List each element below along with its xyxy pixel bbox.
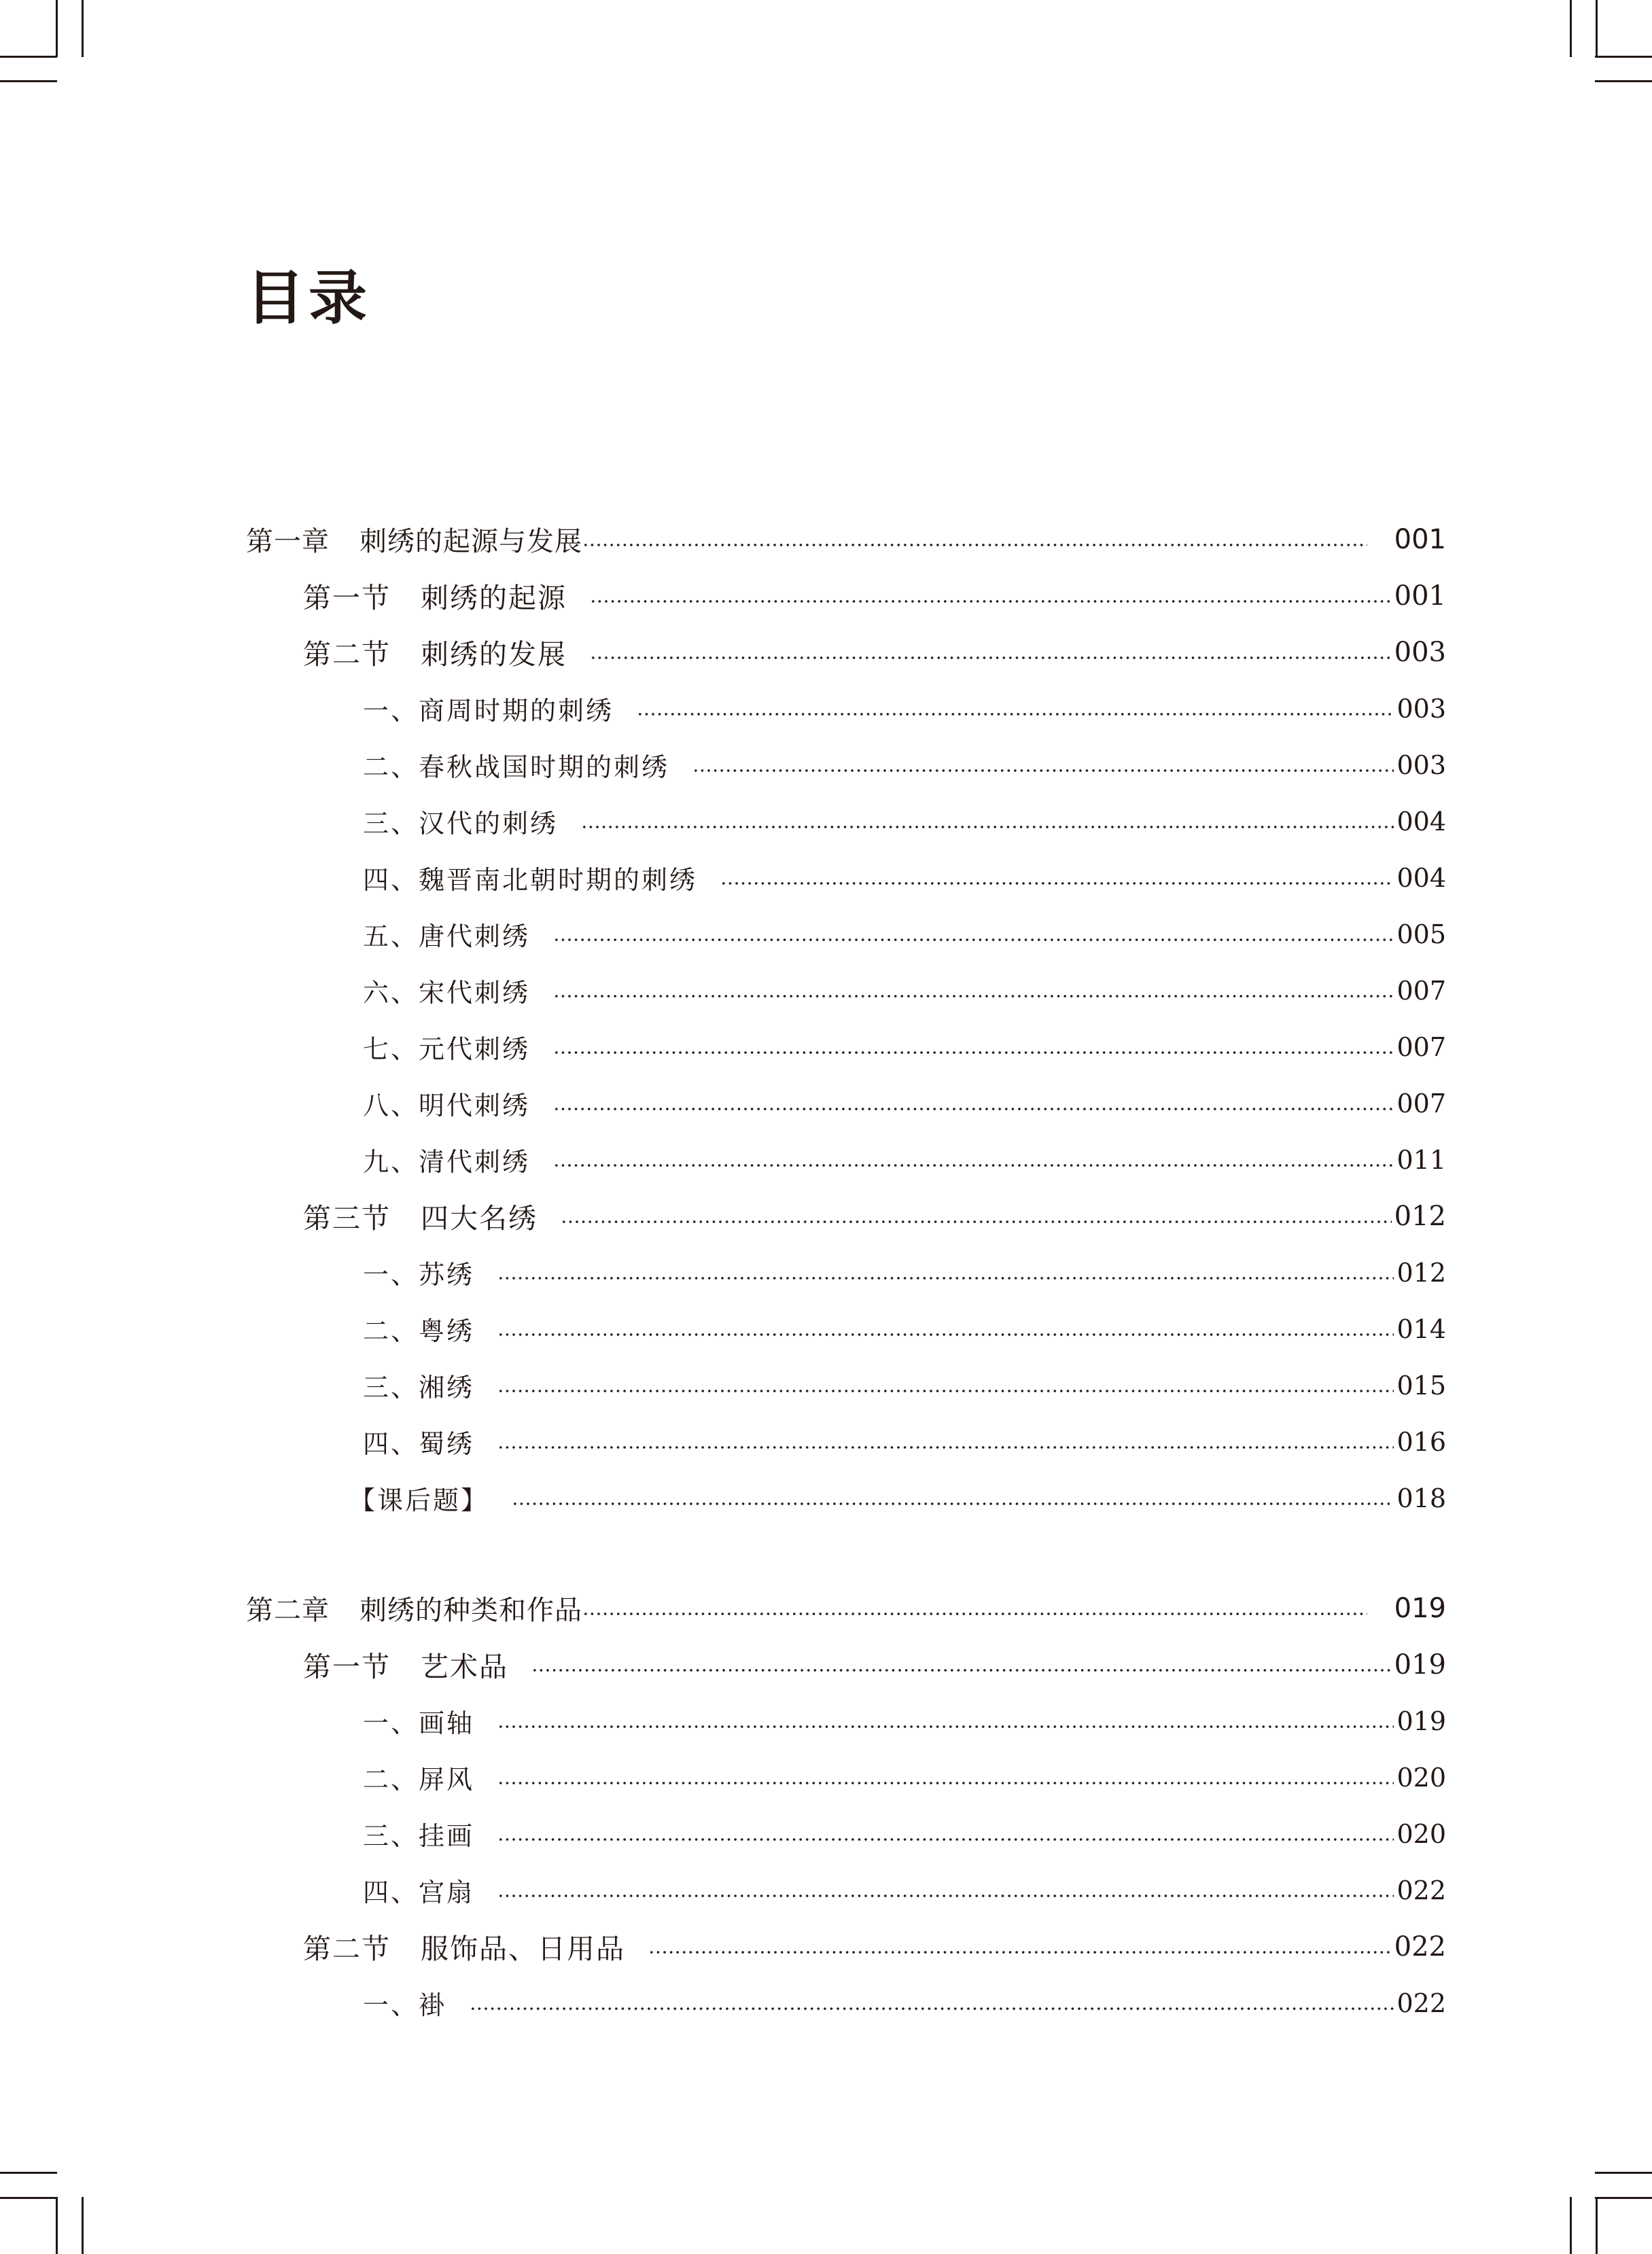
page-number: 020 bbox=[1396, 1762, 1446, 1793]
toc-entry-section[interactable] bbox=[246, 1188, 1446, 1244]
page-number: 011 bbox=[1396, 1144, 1446, 1175]
crop-mark bbox=[1570, 2197, 1572, 2254]
toc-entry-item[interactable] bbox=[246, 1862, 1446, 1918]
entry-title: 四、宫扇 bbox=[363, 1878, 475, 1907]
page-number: 018 bbox=[1396, 1483, 1446, 1513]
toc-entry-item[interactable] bbox=[246, 1019, 1446, 1075]
dot-leader bbox=[497, 1837, 1394, 1842]
page-number: 022 bbox=[1396, 1988, 1446, 2018]
dot-leader bbox=[590, 599, 1392, 604]
page-number: 015 bbox=[1396, 1370, 1446, 1401]
page-number: 003 bbox=[1396, 750, 1446, 780]
page-number: 019 bbox=[1394, 1592, 1446, 1624]
dot-leader bbox=[648, 1950, 1392, 1955]
page-number: 001 bbox=[1394, 580, 1446, 612]
dot-leader bbox=[497, 1445, 1394, 1450]
chapter-title: 刺绣的起源与发展 bbox=[359, 526, 582, 557]
entry-title: 一、苏绣 bbox=[363, 1260, 475, 1290]
dot-leader bbox=[590, 655, 1392, 661]
entry-label bbox=[363, 1423, 474, 1460]
section-number: 第二节 bbox=[303, 638, 391, 671]
toc-entry-item[interactable] bbox=[246, 906, 1446, 962]
chapter-label bbox=[246, 520, 582, 559]
section-number: 第一节 bbox=[303, 582, 391, 614]
entry-title: 一、画轴 bbox=[363, 1708, 475, 1738]
entry-label bbox=[363, 1085, 530, 1122]
section-title: 刺绣的起源 bbox=[421, 582, 567, 614]
dot-leader bbox=[561, 1219, 1392, 1225]
page-number: 016 bbox=[1396, 1426, 1446, 1457]
section-number: 第三节 bbox=[303, 1202, 391, 1235]
toc-entry-extra[interactable] bbox=[246, 1470, 1446, 1526]
entry-title: 四、蜀绣 bbox=[363, 1429, 475, 1459]
dot-leader bbox=[497, 1332, 1394, 1337]
dot-leader bbox=[553, 1163, 1394, 1168]
toc-entry-item[interactable] bbox=[246, 680, 1446, 737]
dot-leader bbox=[637, 711, 1394, 717]
entry-label bbox=[363, 746, 669, 783]
entry-label bbox=[303, 1196, 538, 1236]
toc-entry-item[interactable] bbox=[246, 1301, 1446, 1357]
crop-mark bbox=[1595, 2172, 1652, 2174]
entry-label bbox=[363, 859, 697, 896]
toc-entry-item[interactable] bbox=[246, 1975, 1446, 2031]
entry-label bbox=[303, 632, 567, 672]
dot-leader bbox=[497, 1388, 1394, 1394]
dot-leader bbox=[581, 824, 1394, 830]
toc-entry-item[interactable] bbox=[246, 1749, 1446, 1806]
section-title: 服饰品、日用品 bbox=[421, 1933, 625, 1965]
entry-title: 五、唐代刺绣 bbox=[363, 921, 531, 951]
toc-entry-item[interactable] bbox=[246, 737, 1446, 793]
chapter-label bbox=[246, 1589, 582, 1627]
page-number: 020 bbox=[1396, 1818, 1446, 1849]
crop-mark bbox=[0, 80, 57, 82]
toc-entry-item[interactable] bbox=[246, 1413, 1446, 1470]
entry-title: 三、汉代的刺绣 bbox=[363, 809, 559, 839]
entry-label bbox=[303, 576, 567, 616]
crop-mark bbox=[0, 2197, 57, 2199]
toc-entry-item[interactable] bbox=[246, 1131, 1446, 1188]
crop-mark bbox=[1595, 80, 1652, 82]
toc-entry-section[interactable] bbox=[246, 1636, 1446, 1693]
dot-leader bbox=[497, 1275, 1394, 1281]
entry-label bbox=[363, 690, 614, 727]
dot-leader bbox=[531, 1668, 1392, 1673]
section-number: 第二节 bbox=[303, 1933, 391, 1965]
page-number: 004 bbox=[1396, 806, 1446, 837]
entry-title: 二、粤绣 bbox=[363, 1316, 475, 1346]
toc-chapter-2 bbox=[246, 1580, 1446, 2031]
chapter-number: 第一章 bbox=[246, 526, 330, 557]
crop-mark bbox=[1570, 0, 1572, 57]
toc-entry-section[interactable] bbox=[246, 567, 1446, 624]
page-number: 012 bbox=[1394, 1200, 1446, 1232]
crop-mark bbox=[0, 2172, 57, 2174]
entry-title: 七、元代刺绣 bbox=[363, 1034, 531, 1064]
page-number: 001 bbox=[1394, 523, 1446, 555]
page-number: 022 bbox=[1396, 1875, 1446, 1905]
entry-title: 八、明代刺绣 bbox=[363, 1091, 531, 1121]
dot-leader bbox=[470, 2006, 1394, 2011]
chapter-number: 第二章 bbox=[246, 1595, 330, 1626]
dot-leader bbox=[497, 1724, 1394, 1729]
dot-leader bbox=[720, 881, 1394, 886]
page-number: 007 bbox=[1396, 1032, 1446, 1062]
toc-entry-section[interactable] bbox=[246, 624, 1446, 680]
entry-label bbox=[363, 1367, 474, 1404]
chapter-title: 刺绣的种类和作品 bbox=[359, 1595, 582, 1626]
toc-entry-item[interactable] bbox=[246, 1806, 1446, 1862]
toc-entry-item[interactable] bbox=[246, 793, 1446, 849]
page-number: 004 bbox=[1396, 862, 1446, 893]
entry-label bbox=[363, 1702, 474, 1740]
entry-label bbox=[363, 1984, 446, 2022]
page-number: 007 bbox=[1396, 1088, 1446, 1119]
toc-entry-item[interactable] bbox=[246, 1357, 1446, 1413]
dot-leader bbox=[553, 937, 1394, 943]
section-title: 刺绣的发展 bbox=[421, 638, 567, 671]
entry-title: 三、挂画 bbox=[363, 1821, 475, 1851]
crop-mark bbox=[56, 0, 58, 57]
crop-mark bbox=[82, 2197, 84, 2254]
entry-label bbox=[349, 1479, 489, 1517]
toc-entry-item[interactable] bbox=[246, 1244, 1446, 1301]
toc-chapter-heading[interactable] bbox=[246, 1580, 1446, 1636]
entry-title: 四、魏晋南北朝时期的刺绣 bbox=[363, 865, 698, 895]
dot-leader bbox=[553, 993, 1394, 999]
dot-leader bbox=[497, 1893, 1394, 1899]
dot-leader bbox=[692, 768, 1394, 773]
entry-title: 二、屏风 bbox=[363, 1765, 475, 1795]
section-number: 第一节 bbox=[303, 1651, 391, 1683]
crop-mark bbox=[82, 0, 84, 57]
page-number: 005 bbox=[1396, 919, 1446, 949]
crop-mark bbox=[1595, 2197, 1652, 2199]
toc-entry-item[interactable] bbox=[246, 1075, 1446, 1131]
entry-label bbox=[303, 1926, 625, 1967]
crop-mark bbox=[1596, 0, 1598, 57]
entry-label bbox=[363, 803, 558, 840]
dot-leader bbox=[582, 1611, 1367, 1617]
entry-label bbox=[363, 1759, 474, 1796]
crop-mark bbox=[0, 56, 57, 58]
page-number: 019 bbox=[1394, 1649, 1446, 1680]
section-title: 艺术品 bbox=[421, 1651, 508, 1683]
entry-label bbox=[363, 1028, 530, 1066]
entry-label bbox=[363, 1871, 474, 1909]
entry-title: 六、宋代刺绣 bbox=[363, 978, 531, 1008]
page-number: 022 bbox=[1394, 1931, 1446, 1962]
dot-leader bbox=[512, 1501, 1394, 1507]
dot-leader bbox=[497, 1780, 1394, 1786]
toc-entry-item[interactable] bbox=[246, 849, 1446, 906]
entry-title: 一、商周时期的刺绣 bbox=[363, 696, 614, 726]
toc-entry-item[interactable] bbox=[246, 962, 1446, 1019]
entry-label bbox=[303, 1644, 508, 1685]
crop-mark bbox=[1596, 2197, 1598, 2254]
entry-title: 三、湘绣 bbox=[363, 1373, 475, 1403]
dot-leader bbox=[553, 1106, 1394, 1112]
toc-chapter-1 bbox=[246, 511, 1446, 1526]
page-number: 007 bbox=[1396, 975, 1446, 1006]
crop-mark bbox=[56, 2197, 58, 2254]
toc-entry-item[interactable] bbox=[246, 1693, 1446, 1749]
page-number: 012 bbox=[1396, 1257, 1446, 1288]
page-number: 003 bbox=[1394, 636, 1446, 668]
crop-mark bbox=[1595, 56, 1652, 58]
dot-leader bbox=[553, 1050, 1394, 1055]
entry-label bbox=[363, 1141, 530, 1178]
entry-title: 【课后题】 bbox=[349, 1485, 489, 1515]
entry-label bbox=[363, 1254, 474, 1291]
entry-label bbox=[363, 915, 530, 953]
toc-entry-section[interactable] bbox=[246, 1918, 1446, 1975]
entry-title: 二、春秋战国时期的刺绣 bbox=[363, 752, 670, 782]
page-number: 019 bbox=[1396, 1706, 1446, 1736]
entry-label bbox=[363, 972, 530, 1009]
section-title: 四大名绣 bbox=[421, 1202, 538, 1235]
page-title: 目录 bbox=[246, 264, 371, 332]
toc-chapter-heading[interactable] bbox=[246, 511, 1446, 567]
entry-title: 一、褂 bbox=[363, 1990, 447, 2020]
page-number: 014 bbox=[1396, 1314, 1446, 1344]
page-number: 003 bbox=[1396, 693, 1446, 724]
entry-label bbox=[363, 1310, 474, 1348]
entry-title: 九、清代刺绣 bbox=[363, 1147, 531, 1177]
dot-leader bbox=[582, 542, 1367, 548]
entry-label bbox=[363, 1815, 474, 1852]
